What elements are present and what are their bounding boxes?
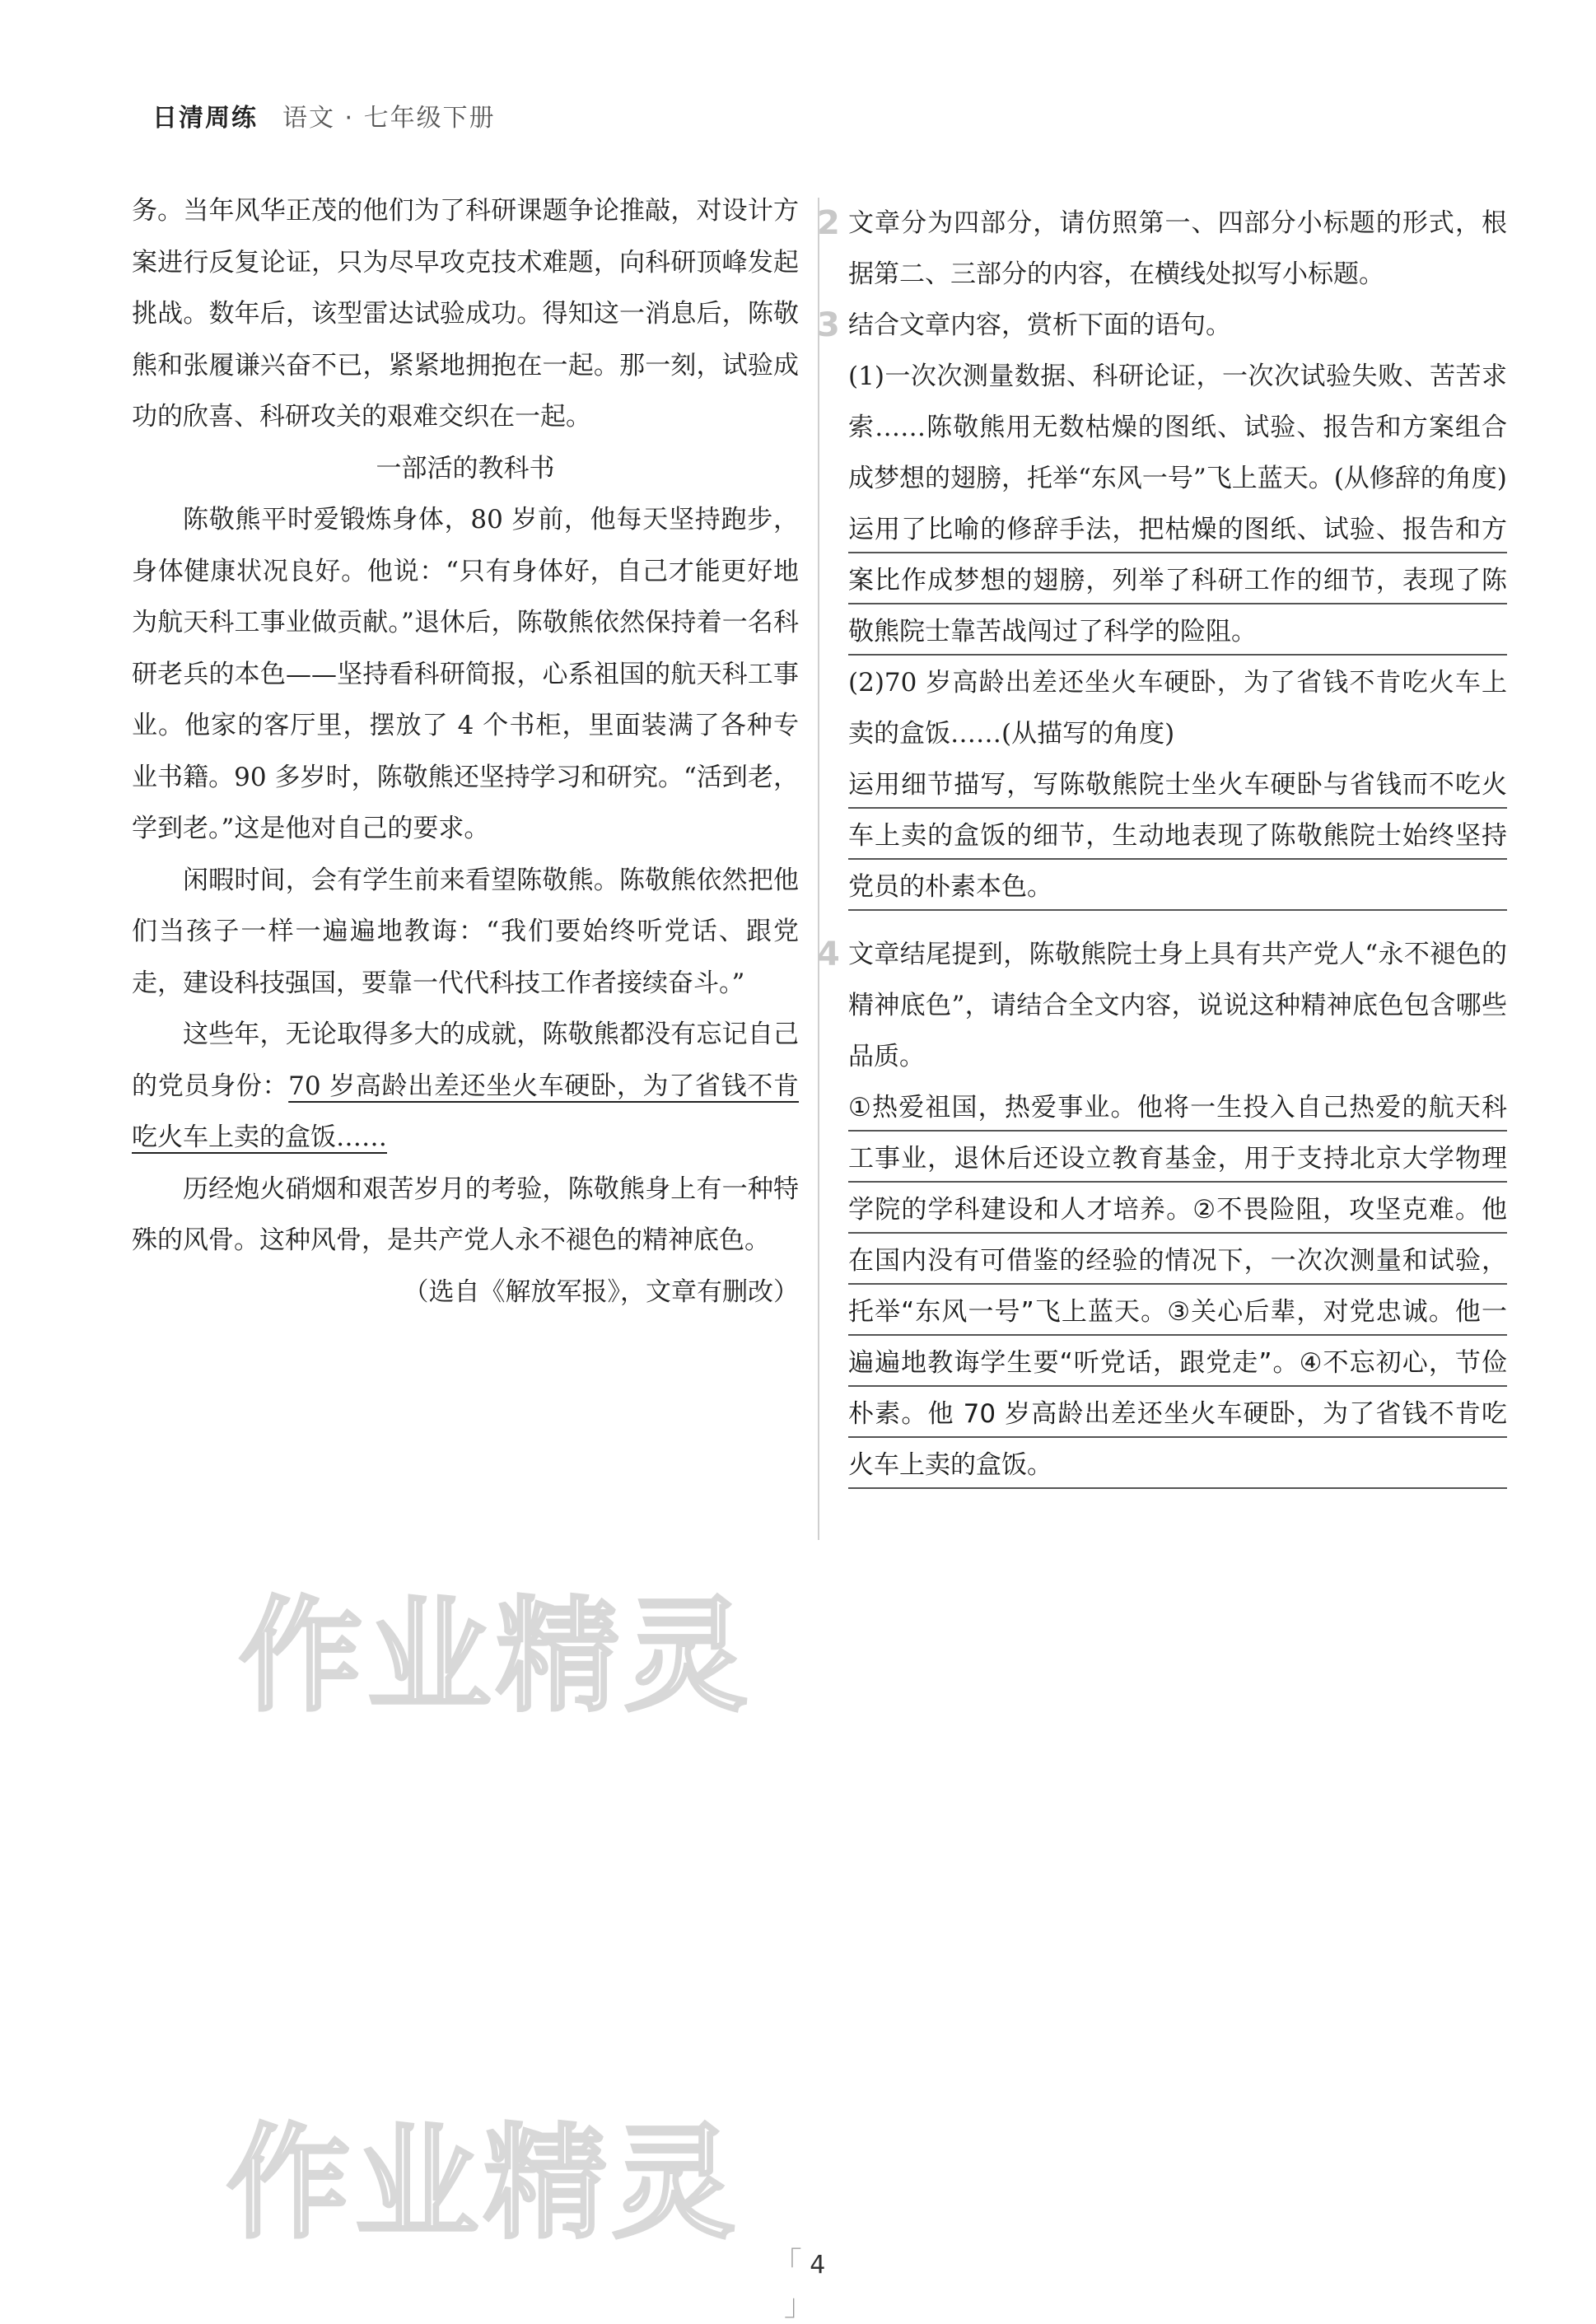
article-paragraph [132, 1009, 799, 1164]
watermark-logo: 作业精灵 [226, 2112, 741, 2256]
column-divider [818, 198, 819, 1540]
article-paragraph: 历经炮火硝烟和艰苦岁月的考验，陈敬熊身上有一种特殊的风骨。这种风骨，是共产党人永不褪色的精神底色。 [132, 1174, 799, 1255]
article-paragraph: 务。当年风华正茂的他们为了科研课题争论推敲，对设计方案进行反复论证，只为尽早攻克技术难题，向科研顶峰发起挑战。数年后，该型雷达试验成功。得知这一消息后，陈敬熊和张履谦兴奋不已，紧紧地拥抱在一起。那一刻，试验成功的欣喜、科研攻关的艰难交织在一起。 [132, 196, 799, 432]
brand-title: 日清周练 [152, 104, 258, 133]
watermark-logo: 作业精灵 [239, 1585, 754, 1729]
answer-2: 运用细节描写，写陈敬熊院士坐火车硬卧与省钱而不吃火车上卖的盒饭的细节，生动地表现了陈敬熊院士始终坚持党员的朴素本色。 [848, 759, 1507, 912]
sentence-1: (1)一次次测量数据、科研论证，一次次试验失败、苦苦求索……陈敬熊用无数枯燥的图纸、试验、报告和方案组合成梦想的翅膀，托举“东风一号”飞上蓝天。(从修辞的角度) [848, 362, 1507, 493]
page-header [152, 97, 496, 133]
question-text: 文章结尾提到，陈敬熊院士身上具有共产党人“永不褪色的精神底色”，请结合全文内容，说说这种精神底色包含哪些品质。 [848, 940, 1507, 1071]
section-title: 一部活的教科书 [376, 453, 555, 483]
question-4 [817, 929, 1507, 1491]
question-text: 文章分为四部分，请仿照第一、四部分小标题的形式，根据第二、三部分的内容，在横线处拟写小标题。 [848, 208, 1507, 289]
article-column [132, 185, 799, 1318]
question-number: 3 [817, 306, 840, 344]
question-text: 结合文章内容，赏析下面的语句。 [848, 310, 1231, 340]
article-source: （选自《解放军报》，文章有删改） [403, 1276, 799, 1307]
question-3 [817, 300, 1507, 912]
question-2 [817, 198, 1507, 300]
article-paragraph: 陈敬熊平时爱锻炼身体，80 岁前，他每天坚持跑步，身体健康状况良好。他说：“只有身体好，自己才能更好地为航天科工事业做贡献。”退休后，陈敬熊依然保持着一名科研老兵的本色——坚持看科研简报，心系祖国的航天科工事业。他家的客厅里，摆放了 4 个书柜，里面装满了各种专业书籍。90 多岁时，陈敬熊还坚持学习和研究。“活到老，学到老。”这是他对自己的要求。 [132, 505, 799, 843]
subject-label: 语文 · 七年级下册 [282, 104, 496, 133]
underlined-sentence: 70 岁高龄出差还坐火车硬卧，为了省钱不肯吃火车上卖的盒饭…… [132, 1071, 799, 1152]
page-number [758, 2240, 840, 2324]
question-number: 4 [817, 936, 840, 973]
page-number-value: 4 [810, 2251, 826, 2280]
bracket-right: 」 [783, 2289, 814, 2322]
article-paragraph: 闲暇时间，会有学生前来看望陈敬熊。陈敬熊依然把他们当孩子一样一遍遍地教诲：“我们要始终听党话、跟党走，建设科技强国，要靠一代代科技工作者接续奋斗。” [132, 865, 799, 998]
answer-1: 运用了比喻的修辞手法，把枯燥的图纸、试验、报告和方案比作成梦想的翅膀，列举了科研工作的细节，表现了陈敬熊院士靠苦战闯过了科学的险阻。 [848, 504, 1507, 657]
bracket-left: 「 [772, 2247, 802, 2280]
question-number: 2 [817, 204, 840, 242]
answer-4: ①热爱祖国，热爱事业。他将一生投入自己热爱的航天科工事业，退休后还设立教育基金，用于支持北京大学物理学院的学科建设和人才培养。②不畏险阻，攻坚克难。他在国内没有可借鉴的经验的情况下，一次次测量和试验，托举“东风一号”飞上蓝天。③关心后辈，对党忠诚。他一遍遍地教诲学生要“听党话，跟党走”。④不忘初心，节俭朴素。他 70 岁高龄出差还坐火车硬卧，为了省钱不肯吃火车上卖的盒饭。 [848, 1082, 1507, 1491]
sentence-2: (2)70 岁高龄出差还坐火车硬卧，为了省钱不肯吃火车上卖的盒饭……(从描写的角度) [848, 668, 1507, 749]
questions-column [817, 198, 1507, 1491]
party-text: 这些年，无论取得多大的成就，陈敬熊都没有忘记自己的党员身份： [132, 1020, 799, 1101]
